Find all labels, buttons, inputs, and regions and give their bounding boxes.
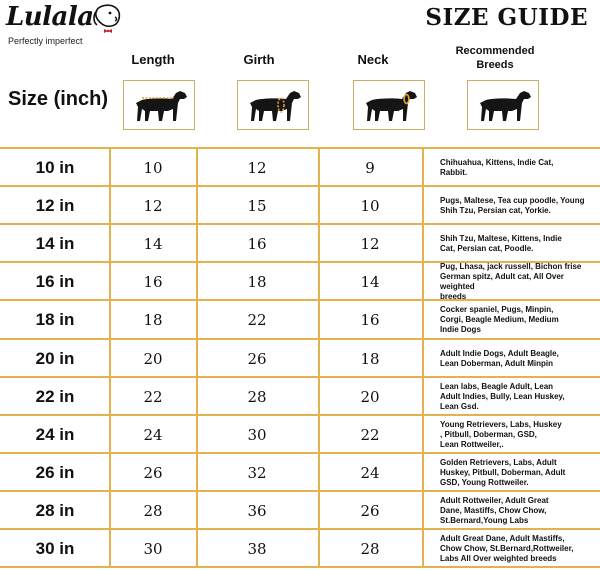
breeds-line: Adult Great Dane, Adult Mastiffs, [440, 534, 565, 543]
neck-cell: 28 [360, 540, 380, 558]
breeds-text [440, 196, 584, 216]
table-row [0, 416, 600, 454]
dog-breeds-icon [474, 87, 534, 125]
breeds-text [440, 382, 565, 412]
size-cell: 10 in [35, 158, 75, 177]
table-row [0, 225, 600, 263]
brand-tagline: Perfectly imperfect [8, 36, 83, 46]
breeds-line: breeds [440, 292, 467, 302]
girth-cell: 32 [247, 463, 267, 482]
length-cell: 20 [143, 349, 163, 368]
neck-illustration-box [353, 80, 425, 130]
girth-cell: 30 [247, 425, 267, 444]
size-cell: 12 in [35, 196, 75, 216]
breeds-cell [440, 378, 598, 416]
neck-cell: 20 [360, 387, 380, 406]
table-row [0, 149, 600, 187]
table-row [0, 187, 600, 225]
breeds-line: Dane, Mastiffs, Chow Chow, [440, 505, 547, 515]
breeds-line: Adult Indies, Bully, Lean Huskey, [440, 391, 565, 401]
size-cell: 14 in [35, 234, 75, 254]
dog-length-icon [130, 87, 190, 125]
breeds-cell [440, 187, 598, 225]
length-cell: 28 [143, 501, 163, 520]
table-row [0, 301, 600, 339]
breeds-line: Lean Doberman, Adult Minpin [440, 358, 554, 368]
breeds-line: Cocker spaniel, Pugs, Minpin, [440, 305, 554, 315]
column-header-breeds [440, 44, 550, 72]
breeds-line: Labs All Over weighted breeds [440, 554, 557, 563]
breeds-text [440, 496, 549, 526]
column-header-breeds-line2: Breeds [476, 59, 514, 71]
girth-cell: 12 [247, 159, 267, 177]
breeds-line: GSD, Young Rottweiler. [440, 477, 529, 487]
table-row [0, 492, 600, 530]
size-cell: 24 in [35, 424, 75, 444]
breeds-line: Pugs, Maltese, Tea cup poodle, Young [440, 196, 585, 206]
breeds-cell [440, 454, 598, 492]
size-cell: 28 in [35, 500, 75, 520]
breeds-text [440, 458, 565, 488]
neck-cell: 22 [360, 425, 380, 444]
breeds-line: Lean Rottweiler,. [440, 439, 504, 449]
breeds-cell [440, 492, 598, 530]
column-header-girth: Girth [243, 52, 275, 67]
neck-cell: 14 [360, 273, 380, 292]
girth-cell: 22 [247, 311, 267, 330]
girth-cell: 15 [247, 197, 267, 216]
length-illustration-box [123, 80, 195, 130]
girth-cell: 26 [247, 349, 267, 368]
neck-cell: 26 [360, 501, 380, 520]
breeds-text [440, 420, 562, 450]
brand-logo [6, 2, 126, 50]
dog-girth-icon [244, 87, 304, 125]
length-cell: 12 [143, 197, 163, 216]
girth-cell: 38 [247, 540, 267, 558]
brand-name: Lulala [6, 2, 94, 32]
length-cell: 30 [143, 540, 163, 558]
size-cell: 16 in [35, 272, 75, 292]
breeds-line: Pug, Lhasa, jack russell, Bichon frise [440, 262, 582, 272]
dog-neck-icon [360, 87, 420, 125]
breeds-line: St.Bernard,Young Labs [440, 515, 529, 525]
breeds-line: German spitz, Adult cat, All Over weighted [440, 272, 564, 292]
table-row [0, 263, 600, 301]
column-header-length: Length [131, 52, 175, 67]
size-cell: 22 in [35, 386, 75, 406]
page-title: SIZE GUIDE [425, 4, 588, 31]
breeds-line: Rabbit. [440, 168, 468, 177]
breeds-cell [440, 149, 598, 187]
table-row [0, 340, 600, 378]
size-cell: 20 in [35, 348, 75, 368]
breeds-text [440, 534, 574, 564]
breeds-line: Huskey, Pitbull, Doberman, Adult [440, 467, 566, 477]
breeds-cell [440, 416, 598, 454]
girth-cell: 16 [247, 235, 267, 254]
girth-illustration-box [237, 80, 309, 130]
size-column-label: Size (inch) [8, 88, 109, 110]
breeds-line: Chow Chow, St.Bernard,Rottweiler, [440, 544, 574, 553]
length-cell: 10 [143, 159, 163, 177]
neck-cell: 9 [365, 159, 375, 177]
column-header-breeds-line1: Recommended [455, 45, 535, 57]
girth-cell: 36 [247, 501, 267, 520]
breeds-illustration-box [467, 80, 539, 130]
breeds-line: Lean Gsd. [440, 401, 479, 411]
length-cell: 24 [143, 425, 163, 444]
breeds-line: Lean labs, Beagle Adult, Lean [440, 381, 554, 391]
breeds-cell [440, 225, 598, 263]
breeds-line: Cat, Persian cat, Poodle. [440, 244, 534, 254]
breeds-line: Adult Indie Dogs, Adult Beagle, [440, 348, 559, 358]
breeds-line: Adult Rottweiler, Adult Great [440, 495, 549, 505]
girth-cell: 28 [247, 387, 267, 406]
length-cell: 16 [143, 273, 163, 292]
breeds-line: Chihuahua, Kittens, Indie Cat, [440, 158, 554, 167]
length-cell: 22 [143, 387, 163, 406]
size-cell: 26 in [35, 462, 75, 482]
breeds-cell [440, 530, 598, 568]
breeds-cell [440, 263, 598, 301]
breeds-line: Shih Tzu, Persian cat, Yorkie. [440, 206, 551, 216]
breeds-line: Young Retrievers, Labs, Huskey [440, 419, 562, 429]
size-cell: 18 in [35, 310, 75, 330]
girth-cell: 18 [247, 273, 267, 292]
breeds-text [440, 234, 562, 254]
breeds-cell [440, 301, 598, 339]
neck-cell: 10 [360, 197, 380, 216]
breeds-line: Shih Tzu, Maltese, Kittens, Indie [440, 234, 562, 244]
table-row [0, 454, 600, 492]
neck-cell: 18 [360, 349, 380, 368]
neck-cell: 24 [360, 463, 380, 482]
neck-cell: 16 [360, 311, 380, 330]
breeds-text [440, 349, 559, 369]
breeds-cell [440, 340, 598, 378]
breeds-line: Golden Retrievers, Labs, Adult [440, 457, 557, 467]
table-row [0, 378, 600, 416]
breeds-line: Indie Dogs [440, 325, 481, 335]
breeds-text [440, 305, 559, 335]
dog-head-bowtie-icon [90, 2, 124, 36]
column-header-neck: Neck [357, 52, 389, 67]
table-row [0, 530, 600, 568]
breeds-line: , Pitbull, Doberman, GSD, [440, 429, 537, 439]
breeds-line: Corgi, Beagle Medium, Medium [440, 315, 559, 325]
length-cell: 26 [143, 463, 163, 482]
size-cell: 30 in [35, 539, 75, 558]
breeds-text [440, 158, 553, 178]
length-cell: 18 [143, 311, 163, 330]
length-cell: 14 [143, 235, 163, 254]
neck-cell: 12 [360, 235, 380, 254]
breeds-text [440, 262, 596, 302]
